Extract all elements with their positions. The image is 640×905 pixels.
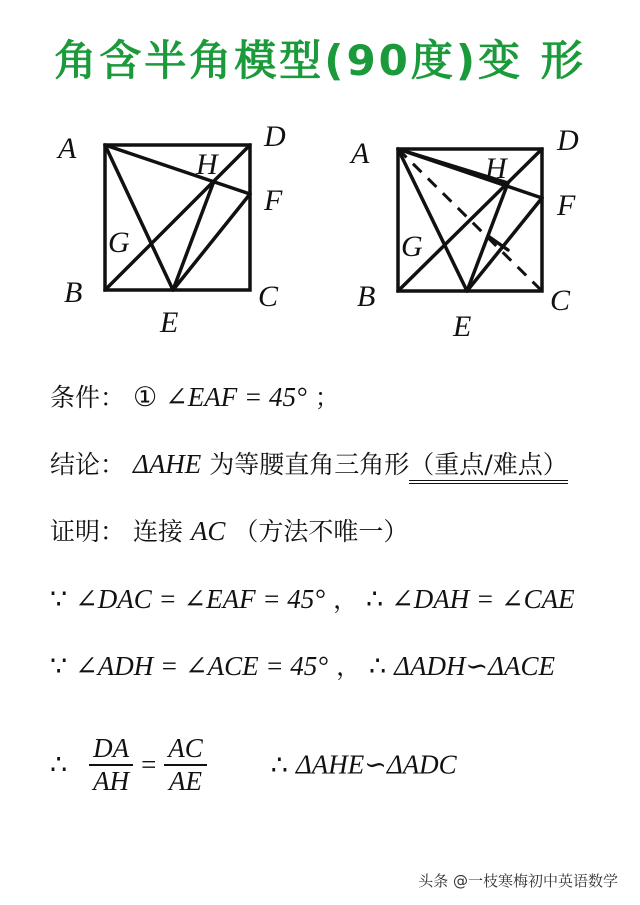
footer-watermark: 头条 @一枝寒梅初中英语数学 bbox=[418, 872, 618, 890]
step1-sep: ， bbox=[333, 585, 359, 614]
fraction-da-ah bbox=[89, 733, 133, 797]
because-symbol: ∵ bbox=[50, 584, 68, 614]
conclusion-note: （重点/难点） bbox=[409, 450, 567, 484]
label-d: D bbox=[264, 120, 286, 153]
label-a: A bbox=[351, 137, 370, 170]
proof-label: 证明： bbox=[50, 517, 126, 546]
label-e: E bbox=[160, 306, 179, 339]
segment-ae bbox=[105, 145, 173, 290]
label-a: A bbox=[58, 132, 77, 165]
step1-expr: ∠DAC = ∠EAF = 45° bbox=[75, 584, 326, 614]
label-e: E bbox=[453, 310, 472, 343]
condition-tail: ； bbox=[314, 383, 340, 412]
label-g: G bbox=[401, 230, 423, 263]
proof-text: 连接 bbox=[132, 517, 183, 546]
therefore-symbol: ∴ bbox=[366, 584, 384, 614]
step3-line bbox=[50, 733, 457, 797]
conclusion-label: 结论： bbox=[50, 450, 126, 479]
label-f: F bbox=[557, 189, 576, 222]
step2-result: ΔADH∽ΔACE bbox=[394, 651, 555, 681]
fraction-denominator: AE bbox=[169, 766, 203, 796]
therefore-symbol: ∴ bbox=[270, 749, 288, 780]
label-b: B bbox=[357, 280, 376, 313]
therefore-symbol: ∴ bbox=[50, 749, 68, 780]
label-c: C bbox=[550, 284, 571, 317]
figure-left bbox=[50, 118, 310, 343]
figure-right bbox=[345, 118, 605, 343]
step2-sep: ， bbox=[336, 652, 362, 681]
segment-af bbox=[105, 145, 250, 194]
step1-result: ∠DAH = ∠CAE bbox=[391, 584, 575, 614]
condition-expr: ∠EAF = 45° bbox=[165, 382, 307, 412]
proof-note: （方法不唯一） bbox=[233, 517, 409, 546]
step3-result: ΔAHE∽ΔADC bbox=[295, 749, 457, 780]
fraction-numerator: DA bbox=[89, 733, 133, 766]
label-c: C bbox=[258, 280, 279, 313]
label-h: H bbox=[196, 148, 218, 181]
proof-line bbox=[50, 512, 408, 548]
fraction-numerator: AC bbox=[164, 733, 207, 766]
equals-sign: = bbox=[141, 749, 157, 780]
conclusion-line bbox=[50, 445, 568, 481]
proof-var: AC bbox=[190, 516, 226, 546]
step2-expr: ∠ADH = ∠ACE = 45° bbox=[75, 651, 329, 681]
conclusion-triangle: ΔAHE bbox=[132, 449, 202, 479]
segment-bd bbox=[105, 145, 250, 290]
condition-label: 条件： bbox=[50, 383, 126, 412]
label-d: D bbox=[557, 124, 579, 157]
label-g: G bbox=[108, 226, 130, 259]
label-h: H bbox=[485, 152, 507, 185]
condition-line bbox=[50, 378, 340, 414]
therefore-symbol: ∴ bbox=[369, 651, 387, 681]
page-title: 角含半角模型(90度)变 形 bbox=[54, 36, 586, 85]
condition-marker: ① bbox=[132, 382, 158, 412]
step2-line bbox=[50, 647, 555, 683]
fraction-denominator: AH bbox=[93, 766, 130, 796]
segment-eh bbox=[173, 181, 214, 290]
label-b: B bbox=[64, 276, 83, 309]
conclusion-text: 为等腰直角三角形 bbox=[209, 450, 410, 479]
fraction-ac-ae bbox=[164, 733, 207, 797]
because-symbol: ∵ bbox=[50, 651, 68, 681]
label-f: F bbox=[264, 184, 283, 217]
step1-line bbox=[50, 580, 575, 616]
